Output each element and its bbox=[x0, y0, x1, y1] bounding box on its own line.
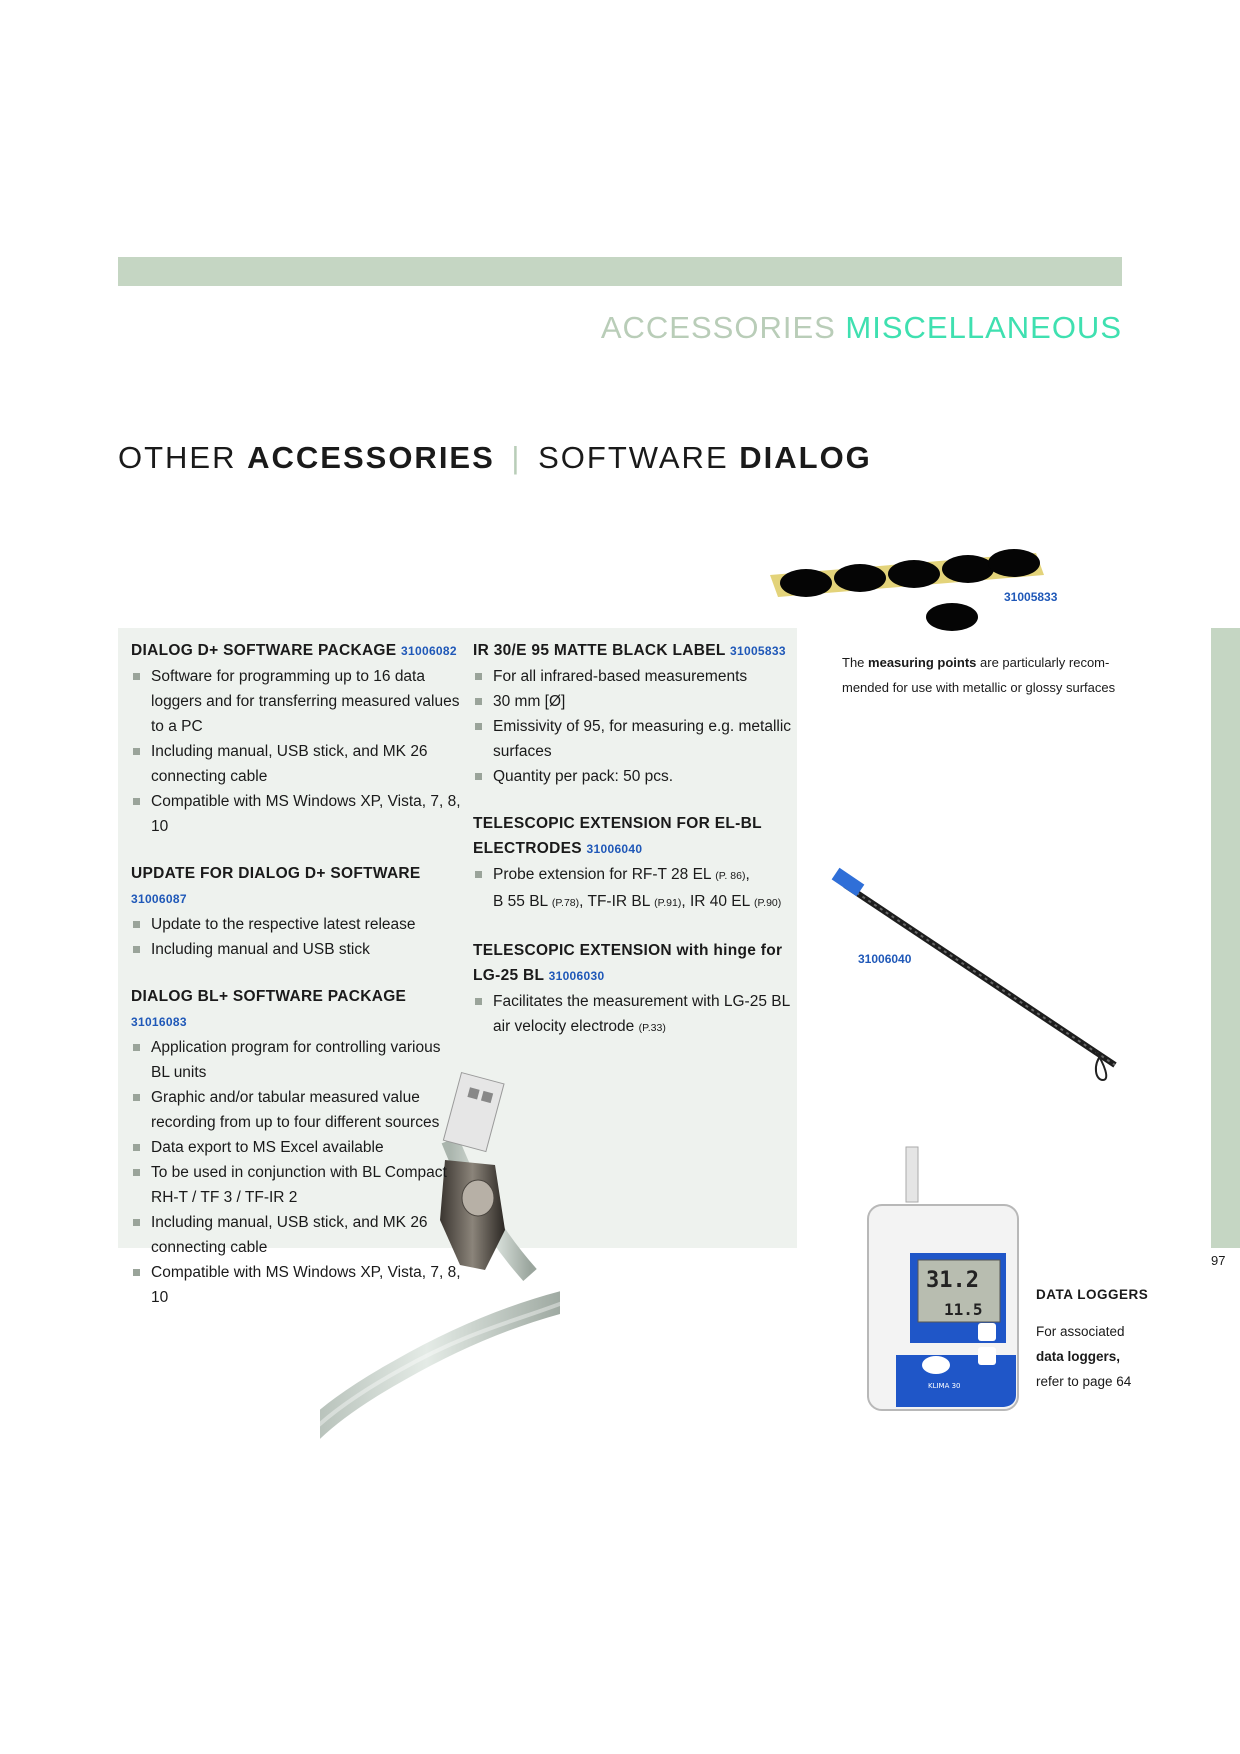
data-logger-image bbox=[866, 1145, 1026, 1415]
list-item: Software for programming up to 16 data loggers and for transferring measured values to a PC bbox=[131, 664, 461, 739]
product-dialog-bl-plus bbox=[131, 984, 461, 1310]
list-item: Data export to MS Excel available bbox=[131, 1135, 461, 1160]
list-item: Quantity per pack: 50 pcs. bbox=[473, 764, 793, 789]
product-code: 31006040 bbox=[586, 842, 643, 856]
label-code: 31005833 bbox=[1004, 590, 1058, 604]
product-code: 31006087 bbox=[131, 892, 187, 906]
list-item: Update to the respective latest release bbox=[131, 912, 461, 937]
product-update-dialog bbox=[131, 861, 461, 962]
page-heading bbox=[601, 310, 1122, 346]
product-code: 31006082 bbox=[401, 644, 457, 658]
product-code: 31016083 bbox=[131, 1015, 187, 1029]
product-title: DIALOG D+ SOFTWARE PACKAGE bbox=[131, 642, 397, 659]
product-telescopic-extension bbox=[473, 811, 793, 916]
label-caption: The measuring points are particularly recom-mended for use with metallic or glossy surfaces bbox=[842, 655, 1116, 695]
list-item: Graphic and/or tabular measured value recording from up to four different sources bbox=[131, 1085, 461, 1135]
logger-brand: KLIMA 30 bbox=[928, 1382, 961, 1390]
product-dialog-d-plus bbox=[131, 638, 461, 839]
logger-reading-1: 31.2 bbox=[926, 1268, 979, 1293]
header-bar bbox=[118, 257, 1122, 286]
section-title: OTHER ACCESSORIES | SOFTWARE DIALOG bbox=[118, 440, 872, 475]
heading-strong: MISCELLANEOUS bbox=[845, 310, 1122, 345]
list-item: To be used in conjunction with BL Compact RH-T / TF 3 / TF-IR 2 bbox=[131, 1160, 461, 1210]
product-title: TELESCOPIC EXTENSION with hinge for LG-25 BL bbox=[473, 942, 783, 984]
product-title: DIALOG BL+ SOFTWARE PACKAGE bbox=[131, 988, 407, 1005]
product-code: 31006030 bbox=[548, 969, 605, 983]
list-item: Facilitates the measurement with LG-25 BL air velocity electrode (P.33) bbox=[473, 989, 793, 1041]
list-item: Application program for controlling various BL units bbox=[131, 1035, 461, 1085]
probe-code: 31006040 bbox=[858, 952, 912, 966]
product-title: TELESCOPIC EXTENSION FOR EL-BL ELECTRODES bbox=[473, 815, 762, 857]
product-ir-label bbox=[473, 638, 793, 789]
list-item: Including manual, USB stick, and MK 26 connecting cable bbox=[131, 739, 461, 789]
side-tab bbox=[1211, 628, 1240, 1248]
data-loggers-title: DATA LOGGERS bbox=[1036, 1287, 1149, 1302]
product-title: IR 30/E 95 MATTE BLACK LABEL bbox=[473, 642, 726, 659]
list-item: Including manual, USB stick, and MK 26 connecting cable bbox=[131, 1210, 461, 1260]
product-telescopic-hinge bbox=[473, 938, 793, 1041]
list-item: Including manual and USB stick bbox=[131, 937, 461, 962]
list-item: For all infrared-based measurements bbox=[473, 664, 793, 689]
left-column bbox=[131, 638, 461, 1332]
data-loggers-note: DATA LOGGERS For associated data loggers, refer to page 64 bbox=[1036, 1282, 1166, 1394]
product-title: UPDATE FOR DIALOG D+ SOFTWARE bbox=[131, 865, 421, 882]
list-item: Emissivity of 95, for measuring e.g. metallic surfaces bbox=[473, 714, 793, 764]
product-code: 31005833 bbox=[730, 644, 786, 658]
mid-column bbox=[473, 638, 793, 1063]
page-number: 97 bbox=[1211, 1253, 1226, 1268]
logger-reading-2: 11.5 bbox=[944, 1300, 983, 1319]
list-item: 30 mm [Ø] bbox=[473, 689, 793, 714]
telescopic-probe-image bbox=[825, 865, 1125, 1085]
list-item: Probe extension for RF-T 28 EL (P. 86), B 55 BL (P.78), TF-IR BL (P.91), IR 40 EL (P.90) bbox=[473, 862, 793, 916]
list-item: Compatible with MS Windows XP, Vista, 7, 8, 10 bbox=[131, 1260, 461, 1310]
heading-light: ACCESSORIES bbox=[600, 310, 836, 345]
list-item: Compatible with MS Windows XP, Vista, 7, 8, 10 bbox=[131, 789, 461, 839]
